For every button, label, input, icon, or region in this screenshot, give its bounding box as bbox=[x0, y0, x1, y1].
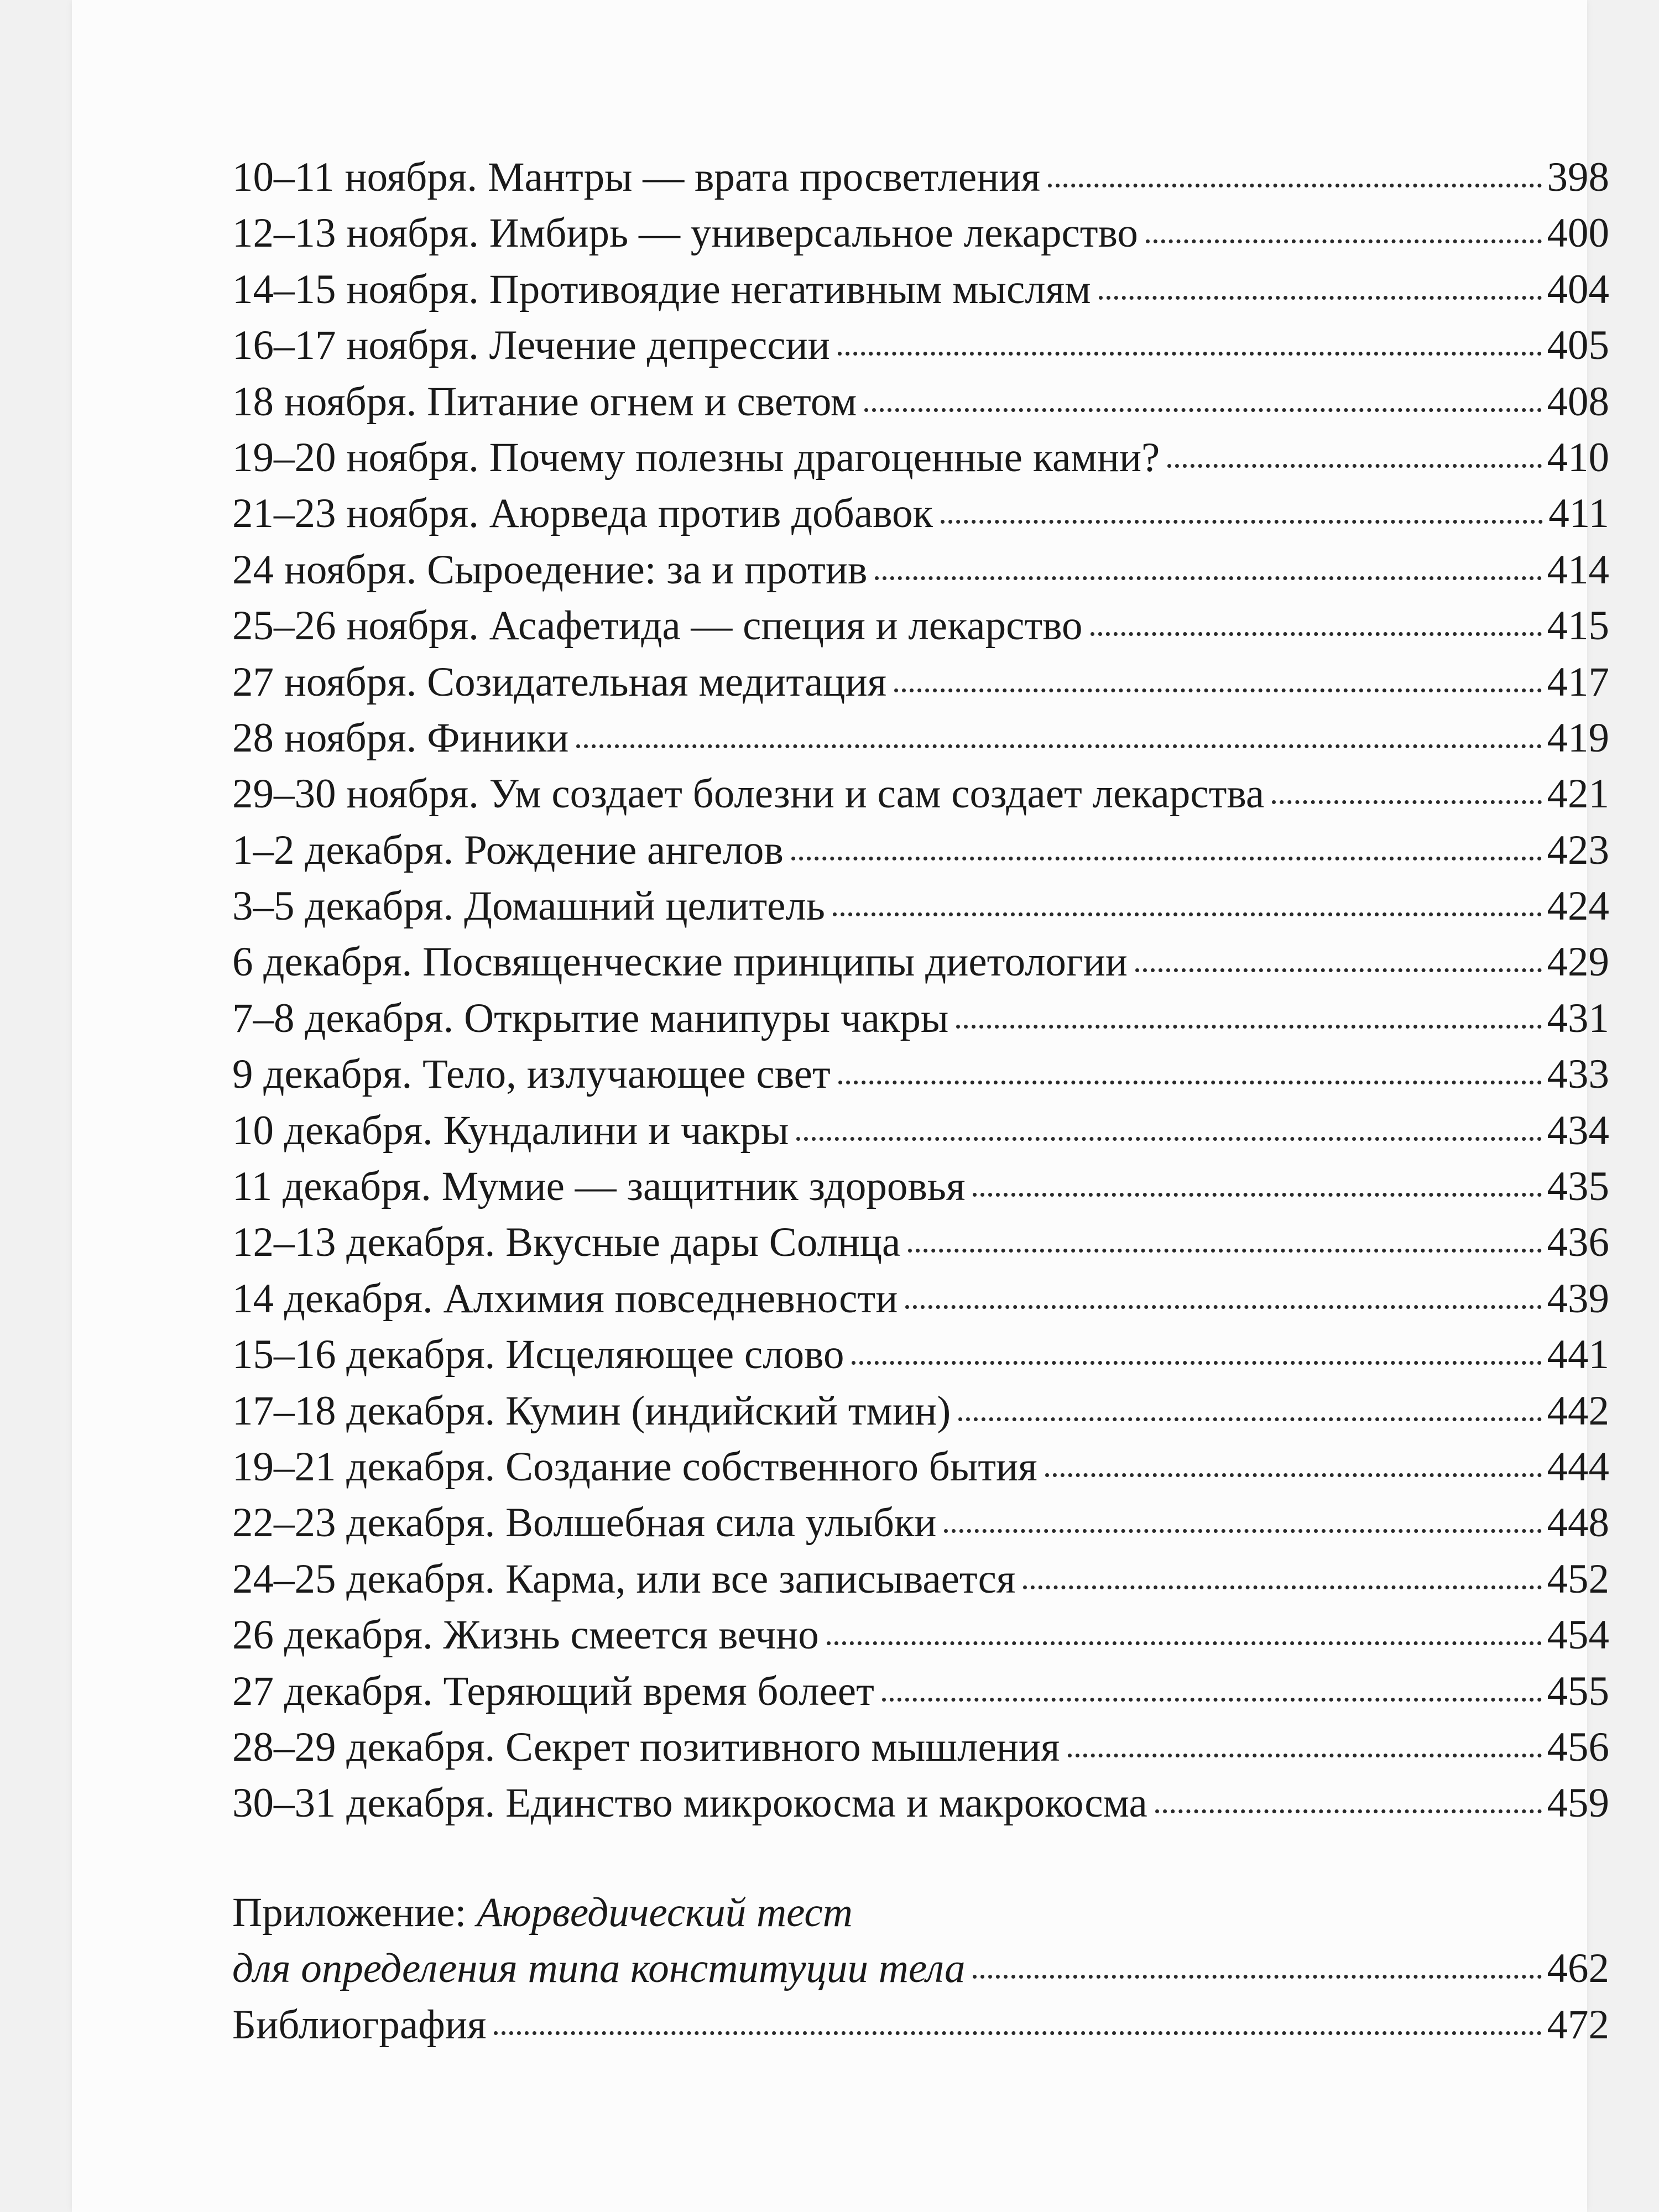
toc-entry-page-number: 442 bbox=[1547, 1387, 1609, 1434]
table-of-contents bbox=[232, 149, 1609, 2053]
toc-entry-title: 17–18 декабря. Кумин (индийский тмин) bbox=[232, 1387, 951, 1434]
toc-entry-page-number: 434 bbox=[1547, 1107, 1609, 1154]
dot-leader bbox=[1045, 1473, 1542, 1477]
toc-entry bbox=[232, 934, 1609, 990]
toc-entry bbox=[232, 822, 1609, 878]
book-page bbox=[72, 0, 1609, 2212]
toc-entry-title: 18 ноября. Питание огнем и светом bbox=[232, 378, 857, 425]
dot-leader bbox=[875, 576, 1541, 580]
toc-entry-page-number: 433 bbox=[1547, 1051, 1609, 1098]
appendix-title-line1: Аюрведический тест bbox=[477, 1889, 853, 1936]
toc-entry bbox=[232, 374, 1609, 430]
toc-entry-title: 11 декабря. Мумие — защитник здоровья bbox=[232, 1164, 966, 1210]
dot-leader bbox=[576, 744, 1541, 748]
toc-entry bbox=[232, 486, 1609, 541]
toc-entry bbox=[232, 1383, 1609, 1439]
toc-entry-title: 26 декабря. Жизнь смеется вечно bbox=[232, 1612, 819, 1658]
dot-leader bbox=[1167, 464, 1541, 468]
toc-entry-page-number: 398 bbox=[1547, 154, 1609, 200]
dot-leader bbox=[958, 1417, 1541, 1421]
toc-entry bbox=[232, 1775, 1609, 1831]
toc-entry-title: 3–5 декабря. Домашний целитель bbox=[232, 883, 826, 930]
appendix-label: Приложение: bbox=[232, 1889, 467, 1936]
toc-entry-title: 16–17 ноября. Лечение депрессии bbox=[232, 322, 830, 369]
toc-entry bbox=[232, 1439, 1609, 1495]
toc-entry-page-number: 452 bbox=[1547, 1556, 1609, 1602]
toc-entry-page-number: 439 bbox=[1547, 1275, 1609, 1322]
toc-entry-title: 9 декабря. Тело, излучающее свет bbox=[232, 1051, 831, 1098]
toc-entry-title: 1–2 декабря. Рождение ангелов bbox=[232, 827, 784, 873]
toc-entry-page-number: 414 bbox=[1547, 546, 1609, 593]
toc-entry-title: 22–23 декабря. Волшебная сила улыбки bbox=[232, 1500, 937, 1546]
toc-entry bbox=[232, 1663, 1609, 1719]
toc-entry bbox=[232, 1214, 1609, 1270]
dot-leader bbox=[1135, 968, 1542, 972]
toc-entry-page-number: 456 bbox=[1547, 1724, 1609, 1770]
toc-entry-page-number: 417 bbox=[1547, 659, 1609, 705]
appendix-title-line2: для определения типа конституции тела bbox=[232, 1945, 966, 1992]
dot-leader bbox=[827, 1641, 1542, 1645]
toc-entry bbox=[232, 542, 1609, 598]
toc-entry bbox=[232, 1551, 1609, 1607]
toc-entry-page-number: 404 bbox=[1547, 266, 1609, 312]
toc-entry-title: 24 ноября. Сыроедение: за и против bbox=[232, 546, 868, 593]
dot-leader bbox=[796, 1137, 1541, 1141]
toc-entry bbox=[232, 766, 1609, 822]
toc-entry-page-number: 405 bbox=[1547, 322, 1609, 369]
toc-entry bbox=[232, 1159, 1609, 1214]
toc-entry bbox=[232, 149, 1609, 205]
dot-leader bbox=[905, 1305, 1541, 1309]
dot-leader bbox=[894, 688, 1541, 692]
dot-leader bbox=[1091, 632, 1542, 636]
toc-entry bbox=[232, 1719, 1609, 1775]
toc-entry-page-number: 441 bbox=[1547, 1332, 1609, 1378]
toc-entry-page-number: 454 bbox=[1547, 1612, 1609, 1658]
toc-entry-page-number: 448 bbox=[1547, 1500, 1609, 1546]
toc-entry bbox=[232, 1607, 1609, 1663]
toc-entry-title: 19–20 ноября. Почему полезны драгоценные камни? bbox=[232, 434, 1160, 481]
appendix-page-number: 462 bbox=[1547, 1945, 1609, 1992]
toc-entry-page-number: 408 bbox=[1547, 378, 1609, 425]
dot-leader bbox=[838, 352, 1542, 356]
dot-leader bbox=[1146, 239, 1542, 243]
toc-entry bbox=[232, 317, 1609, 373]
dot-leader bbox=[494, 2031, 1541, 2035]
toc-entry-page-number: 400 bbox=[1547, 210, 1609, 257]
toc-entry-title: 10–11 ноября. Мантры — врата просветления bbox=[232, 154, 1040, 200]
toc-entry-title: 12–13 ноября. Имбирь — универсальное лекарство bbox=[232, 210, 1138, 257]
toc-entry-page-number: 419 bbox=[1547, 714, 1609, 761]
toc-entry-title: 14–15 ноября. Противоядие негативным мыслям bbox=[232, 266, 1091, 312]
toc-entry bbox=[232, 598, 1609, 654]
toc-appendix-line2 bbox=[232, 1940, 1609, 1996]
dot-leader bbox=[1155, 1809, 1542, 1813]
dot-leader bbox=[838, 1081, 1542, 1084]
toc-entry-page-number: 410 bbox=[1547, 434, 1609, 481]
toc-entry-title: 28–29 декабря. Секрет позитивного мышления bbox=[232, 1724, 1060, 1770]
toc-entry-page-number: 431 bbox=[1547, 995, 1609, 1041]
dot-leader bbox=[882, 1698, 1542, 1702]
dot-leader bbox=[956, 1025, 1541, 1029]
toc-entry bbox=[232, 878, 1609, 934]
section-gap bbox=[232, 1832, 1609, 1885]
toc-entry-title: 25–26 ноября. Асафетида — специя и лекарство bbox=[232, 603, 1083, 649]
dot-leader bbox=[941, 520, 1543, 524]
dot-leader bbox=[908, 1249, 1541, 1253]
toc-entry-page-number: 429 bbox=[1547, 939, 1609, 985]
toc-entry-title: 24–25 декабря. Карма, или все записывается bbox=[232, 1556, 1016, 1602]
toc-entry bbox=[232, 205, 1609, 261]
toc-entry-page-number: 411 bbox=[1548, 491, 1609, 537]
toc-entry bbox=[232, 1495, 1609, 1551]
toc-entry-page-number: 415 bbox=[1547, 603, 1609, 649]
dot-leader bbox=[791, 857, 1542, 860]
toc-entries bbox=[232, 149, 1609, 1832]
toc-entry bbox=[232, 654, 1609, 710]
toc-entry-title: 10 декабря. Кундалини и чакры bbox=[232, 1107, 789, 1154]
toc-entry-page-number: 421 bbox=[1547, 771, 1609, 817]
dot-leader bbox=[973, 1193, 1541, 1197]
dot-leader bbox=[852, 1361, 1541, 1365]
toc-entry bbox=[232, 1271, 1609, 1327]
toc-entry bbox=[232, 430, 1609, 486]
toc-entry-page-number: 459 bbox=[1547, 1780, 1609, 1827]
toc-entry bbox=[232, 1103, 1609, 1159]
dot-leader bbox=[1048, 184, 1542, 187]
toc-appendix-line1 bbox=[232, 1885, 1609, 1940]
dot-leader bbox=[944, 1529, 1541, 1533]
toc-bibliography bbox=[232, 1997, 1609, 2053]
toc-entry bbox=[232, 262, 1609, 317]
toc-entry-title: 15–16 декабря. Исцеляющее слово bbox=[232, 1332, 844, 1378]
dot-leader bbox=[864, 408, 1541, 412]
toc-entry-title: 19–21 декабря. Создание собственного бытия bbox=[232, 1443, 1037, 1490]
toc-entry-title: 29–30 ноября. Ум создает болезни и сам создает лекарства bbox=[232, 771, 1265, 817]
bibliography-page-number: 472 bbox=[1547, 2001, 1609, 2048]
toc-entry-title: 12–13 декабря. Вкусные дары Солнца bbox=[232, 1219, 901, 1266]
bibliography-title: Библиография bbox=[232, 2001, 487, 2048]
toc-entry-title: 6 декабря. Посвященческие принципы диетологии bbox=[232, 939, 1128, 985]
dot-leader bbox=[973, 1975, 1541, 1979]
toc-entry-title: 27 ноября. Созидательная медитация bbox=[232, 659, 887, 705]
dot-leader bbox=[1068, 1754, 1542, 1757]
toc-entry-title: 7–8 декабря. Открытие манипуры чакры bbox=[232, 995, 949, 1041]
toc-entry-title: 14 декабря. Алхимия повседневности bbox=[232, 1275, 898, 1322]
dot-leader bbox=[1272, 800, 1541, 804]
toc-entry bbox=[232, 1046, 1609, 1102]
toc-entry-page-number: 424 bbox=[1547, 883, 1609, 930]
dot-leader bbox=[833, 912, 1541, 916]
dot-leader bbox=[1023, 1585, 1541, 1589]
toc-entry-title: 27 декабря. Теряющий время болеет bbox=[232, 1668, 874, 1714]
toc-entry-page-number: 436 bbox=[1547, 1219, 1609, 1266]
toc-entry-page-number: 455 bbox=[1547, 1668, 1609, 1714]
toc-entry-page-number: 444 bbox=[1547, 1443, 1609, 1490]
toc-entry-page-number: 423 bbox=[1547, 827, 1609, 873]
toc-entry bbox=[232, 1327, 1609, 1383]
toc-entry bbox=[232, 990, 1609, 1046]
toc-entry-title: 21–23 ноября. Аюрведа против добавок bbox=[232, 491, 933, 537]
toc-entry-title: 30–31 декабря. Единство микрокосма и макрокосма bbox=[232, 1780, 1147, 1827]
toc-entry-title: 28 ноября. Финики bbox=[232, 714, 569, 761]
toc-entry-page-number: 435 bbox=[1547, 1164, 1609, 1210]
toc-entry bbox=[232, 710, 1609, 766]
dot-leader bbox=[1099, 296, 1542, 300]
